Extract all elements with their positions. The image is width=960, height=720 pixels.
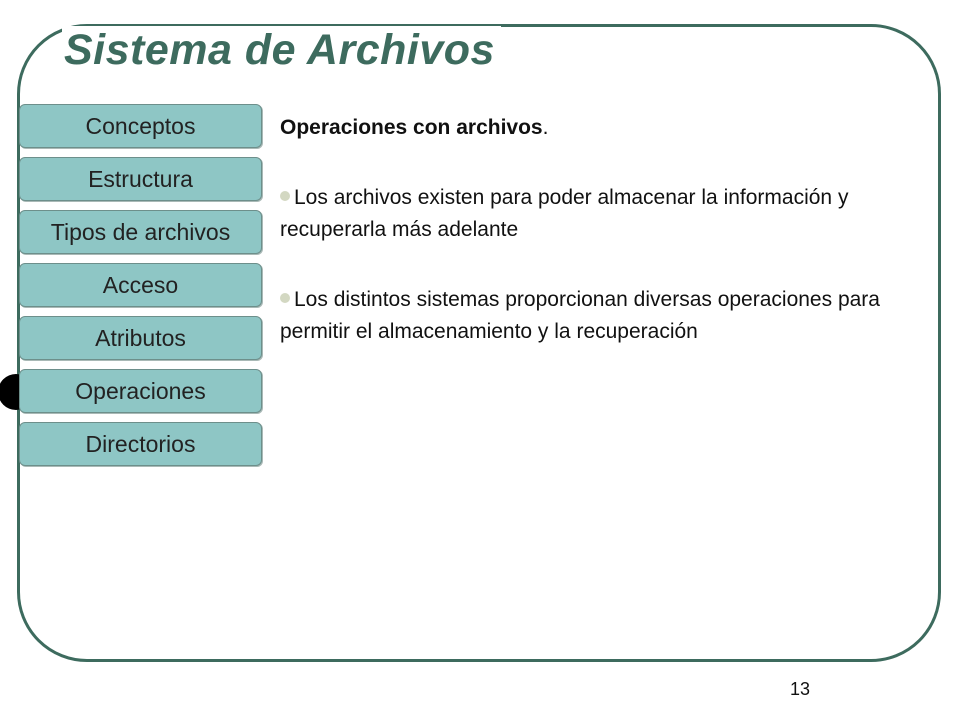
nav-item-label: Estructura: [88, 165, 193, 192]
nav-item-conceptos[interactable]: [19, 104, 262, 148]
nav-item-acceso[interactable]: [19, 263, 262, 307]
slide-title: Sistema de Archivos: [62, 26, 501, 75]
bullet-item: [280, 284, 900, 348]
page-number: 13: [790, 679, 811, 699]
bullet-text: Los distintos sistemas proporcionan diversas operaciones para permitir el almacenamiento y la recuperación: [280, 288, 880, 343]
bullet-text: Los archivos existen para poder almacenar la información y recuperarla más adelante: [280, 186, 849, 241]
nav-item-label: Acceso: [102, 271, 179, 298]
nav-item-label: Operaciones: [75, 377, 206, 404]
nav-item-label: Atributos: [95, 324, 186, 351]
nav-item-estructura[interactable]: [19, 157, 262, 201]
bullet-item: [280, 182, 900, 246]
nav-item-label: Directorios: [85, 430, 196, 457]
nav-item-label: Conceptos: [85, 112, 196, 139]
content-heading-text: Operaciones con archivos: [280, 116, 543, 139]
nav-item-tipos-de-archivos[interactable]: [19, 210, 262, 254]
section-nav: [19, 104, 262, 475]
content-heading: [280, 116, 900, 140]
slide-content: [280, 116, 900, 386]
nav-item-atributos[interactable]: [19, 316, 262, 360]
bullet-dot-icon: [280, 293, 290, 303]
nav-item-label: Tipos de archivos: [50, 218, 231, 245]
nav-item-directorios[interactable]: [19, 422, 262, 466]
content-heading-suffix: .: [542, 116, 549, 139]
nav-item-operaciones[interactable]: [19, 369, 262, 413]
bullet-dot-icon: [280, 191, 290, 201]
